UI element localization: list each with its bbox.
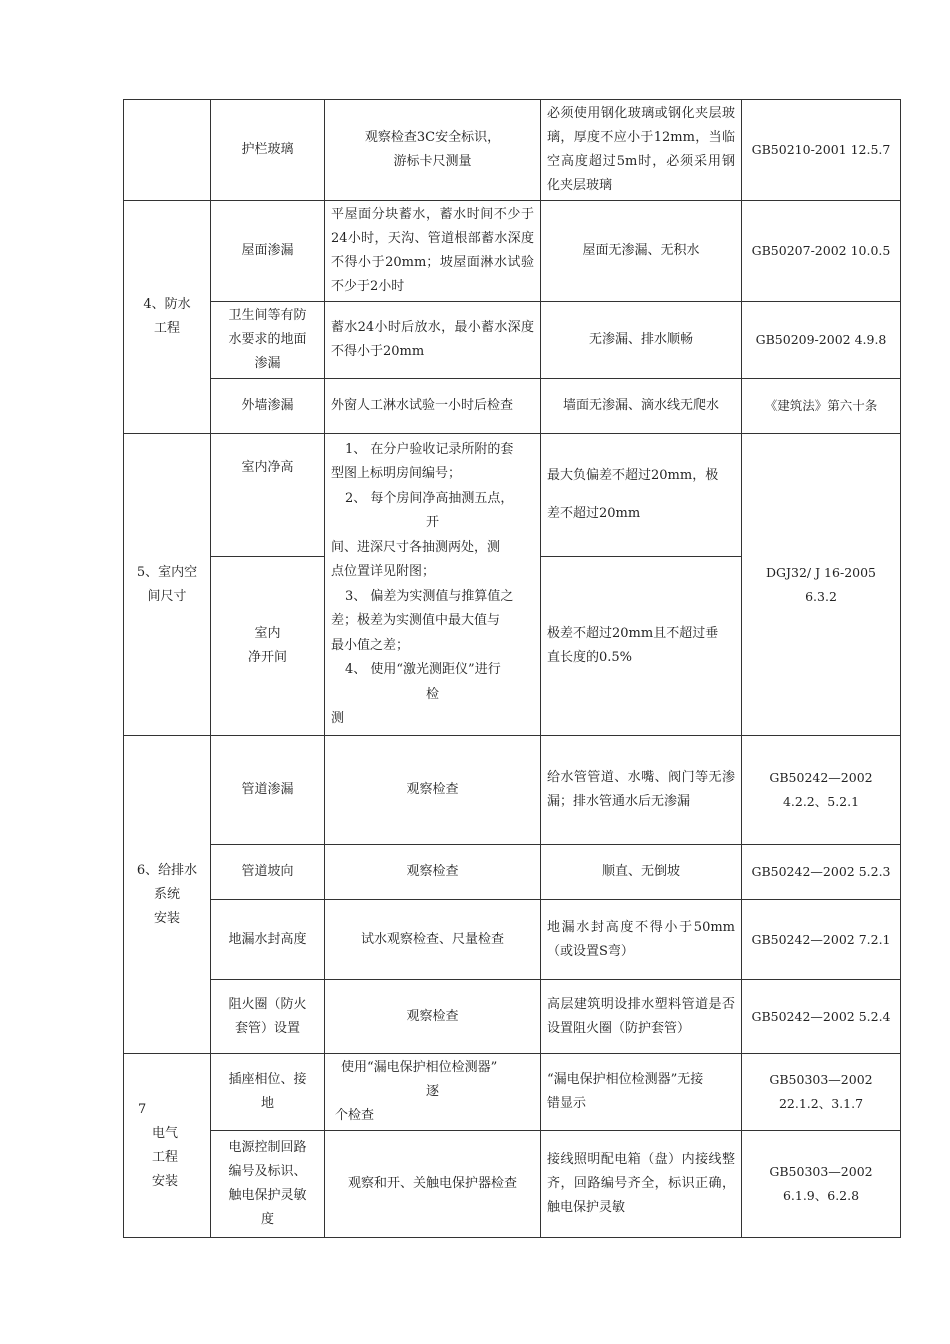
requirement-cell: 接线照明配电箱（盘）内接线整齐，回路编号齐全，标识正确，触电保护灵敏 [541,1131,742,1238]
method-cell: 观察检查 [325,980,541,1054]
item-cell: 外墙渗漏 [211,379,325,434]
standard-cell: GB50303—2002 22.1.2、3.1.7 [742,1054,901,1131]
method-cell: 蓄水24小时后放水，最小蓄水深度不得小于20mm [325,302,541,379]
standard-cell: GB50242—2002 5.2.4 [742,980,901,1054]
item-cell: 电源控制回路 编号及标识、 触电保护灵敏 度 [211,1131,325,1238]
item-cell: 管道渗漏 [211,736,325,845]
requirement-cell: 给水管管道、水嘴、阀门等无渗漏；排水管通水后无渗漏 [541,736,742,845]
standard-cell: GB50242—2002 4.2.2、5.2.1 [742,736,901,845]
requirement-cell: 屋面无渗漏、无积水 [541,201,742,302]
standard-cell: GB50303—2002 6.1.9、6.2.8 [742,1131,901,1238]
requirement-cell: 高层建筑明设排水塑料管道是否设置阻火圈（防护套管） [541,980,742,1054]
item-cell: 卫生间等有防 水要求的地面 渗漏 [211,302,325,379]
method-cell: 观察和开、关触电保护器检查 [325,1131,541,1238]
table-row [124,434,901,557]
requirement-cell: 顺直、无倒坡 [541,845,742,900]
method-cell: 1、 在分户验收记录所附的套 型图上标明房间编号； 2、 每个房间净高抽测五点， 开 间、进深尺寸各抽测两处，测 点位置详见附图； 3、 偏差为实测值与推算值之 差；极差为实测值中最大值与 最小值之差； 4、 使用“激光测距仪”进行 检 测 [325,434,541,736]
requirement-cell: 墙面无渗漏、滴水线无爬水 [541,379,742,434]
item-cell: 护栏玻璃 [211,100,325,201]
item-cell: 地漏水封高度 [211,900,325,980]
table-row [124,201,901,302]
method-cell: 观察检查3C安全标识， 游标卡尺测量 [325,100,541,201]
method-cell: 观察检查 [325,736,541,845]
item-cell: 插座相位、接 地 [211,1054,325,1131]
category-cell: 4、防水 工程 [124,201,211,434]
category-cell: 6、给排水 系统 安装 [124,736,211,1054]
requirement-cell: 极差不超过20mm且不超过垂 直长度的0.5% [541,557,742,736]
category-cell: 7 电气 工程 安装 [124,1054,211,1238]
requirement-cell: “漏电保护相位检测器”无接 错显示 [541,1054,742,1131]
item-cell: 室内净高 [211,434,325,557]
table-row [124,845,901,900]
standard-cell: 《建筑法》第六十条 [742,379,901,434]
standard-cell: GB50242—2002 5.2.3 [742,845,901,900]
acceptance-table [123,99,901,1238]
method-cell: 外窗人工淋水试验一小时后检查 [325,379,541,434]
standard-cell: GB50210-2001 12.5.7 [742,100,901,201]
item-cell: 阻火圈（防火 套管）设置 [211,980,325,1054]
category-cell-empty [124,100,211,201]
table-row [124,302,901,379]
requirement-cell: 无渗漏、排水顺畅 [541,302,742,379]
method-cell: 平屋面分块蓄水，蓄水时间不少于24小时，天沟、管道根部蓄水深度不得小于20mm；坡屋面淋水试验不少于2小时 [325,201,541,302]
table-row [124,980,901,1054]
requirement-cell: 必须使用钢化玻璃或钢化夹层玻璃，厚度不应小于12mm，当临空高度超过5m时，必须采用钢化夹层玻璃 [541,100,742,201]
table-row [124,1054,901,1131]
method-cell: 使用“漏电保护相位检测器” 逐 个检查 [325,1054,541,1131]
table-row [124,100,901,201]
method-cell: 观察检查 [325,845,541,900]
standard-cell: GB50207-2002 10.0.5 [742,201,901,302]
method-cell: 试水观察检查、尺量检查 [325,900,541,980]
requirement-cell: 最大负偏差不超过20mm，极 差不超过20mm [541,434,742,557]
table-row [124,736,901,845]
standard-cell: GB50209-2002 4.9.8 [742,302,901,379]
category-cell: 5、室内空 间尺寸 [124,434,211,736]
requirement-cell: 地漏水封高度不得小于50mm（或设置S弯） [541,900,742,980]
table-row [124,1131,901,1238]
item-cell: 室内 净开间 [211,557,325,736]
standard-cell: DGJ32/ J 16-2005 6.3.2 [742,434,901,736]
item-cell: 屋面渗漏 [211,201,325,302]
standard-cell: GB50242—2002 7.2.1 [742,900,901,980]
item-cell: 管道坡向 [211,845,325,900]
table-row [124,900,901,980]
table-row [124,379,901,434]
